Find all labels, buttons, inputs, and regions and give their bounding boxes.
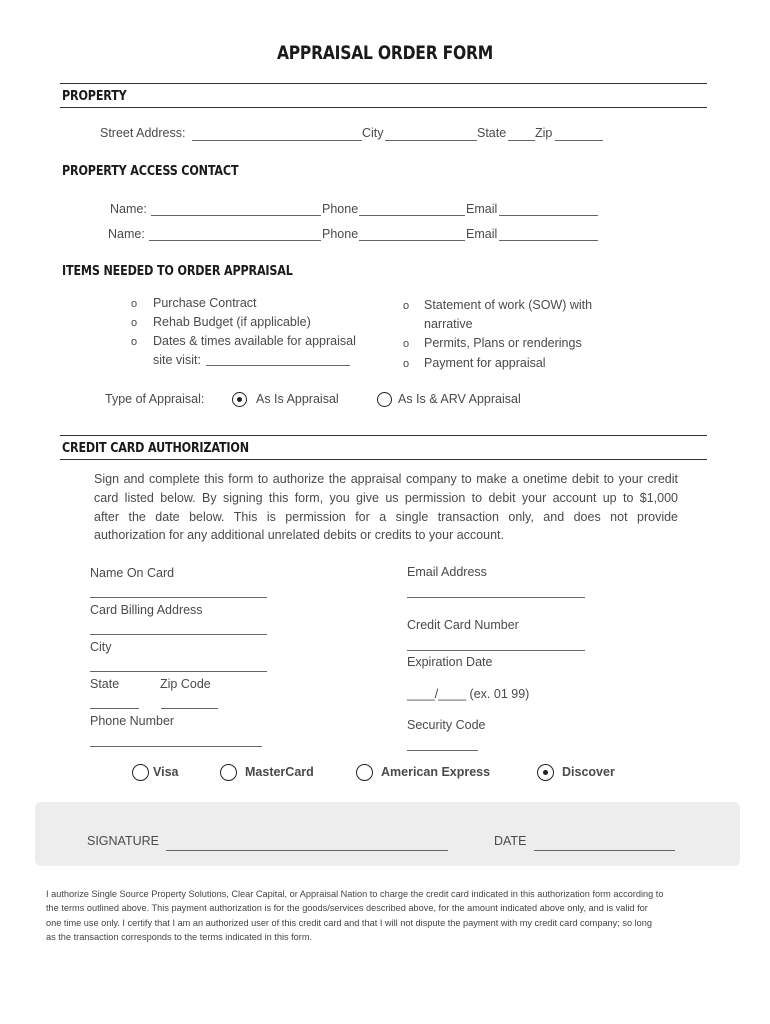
disclaimer bbox=[46, 887, 726, 944]
contact-name-label: Name: bbox=[110, 202, 147, 216]
city-field[interactable] bbox=[385, 140, 477, 141]
divider bbox=[60, 83, 707, 84]
divider bbox=[60, 435, 707, 436]
radio-mastercard[interactable] bbox=[220, 764, 237, 781]
list-item: Payment for appraisal bbox=[424, 356, 546, 370]
list-item: Permits, Plans or renderings bbox=[424, 336, 582, 350]
radio-label: Visa bbox=[153, 765, 179, 779]
name-on-card-field[interactable] bbox=[90, 597, 267, 598]
name-on-card-label: Name On Card bbox=[90, 566, 175, 580]
radio-label: American Express bbox=[381, 765, 491, 779]
contact-name-field[interactable] bbox=[149, 240, 321, 241]
disclaimer-line: I authorize Single Source Property Solutions, Clear Capital, or Appraisal Nation to charge the credit card indicated in this authorization form according to bbox=[46, 889, 664, 899]
contact-name-field[interactable] bbox=[151, 215, 321, 216]
zip-code-label: Zip Code bbox=[160, 677, 211, 691]
card-number-field[interactable] bbox=[407, 650, 585, 651]
phone-number-field[interactable] bbox=[90, 746, 262, 747]
state-label: State bbox=[477, 126, 507, 140]
expiration-date-field[interactable]: ____/____ (ex. 01 99) bbox=[407, 687, 530, 701]
list-item: Rehab Budget (if applicable) bbox=[153, 315, 311, 329]
type-of-appraisal-label: Type of Appraisal: bbox=[105, 392, 205, 406]
intro-line: after the date below. This is permission for a single transaction only, and does not provide bbox=[94, 510, 678, 524]
billing-address-field[interactable] bbox=[90, 634, 267, 635]
list-item: Statement of work (SOW) with bbox=[424, 298, 593, 312]
radio-discover[interactable] bbox=[537, 764, 554, 781]
disclaimer-line: as the transaction corresponds to the terms indicated in this form. bbox=[46, 931, 313, 942]
email-address-label: Email Address bbox=[407, 565, 487, 579]
state-field[interactable] bbox=[90, 708, 139, 709]
phone-number-label: Phone Number bbox=[90, 714, 175, 728]
intro-line: Sign and complete this form to authorize the appraisal company to make a onetime debit to your credit bbox=[94, 472, 678, 486]
radio-label: Discover bbox=[562, 765, 615, 779]
expiration-date-label: Expiration Date bbox=[407, 655, 493, 669]
disclaimer-line: one time use only. I certify that I am an authorized user of this credit card and that I will not dispute the payment with my credit card company; so long bbox=[46, 917, 652, 928]
email-address-field[interactable] bbox=[407, 597, 585, 598]
radio-label: As Is & ARV Appraisal bbox=[398, 392, 521, 406]
date-label: DATE bbox=[494, 834, 527, 848]
divider bbox=[60, 459, 707, 460]
intro-line: authorization for any additional unrelated debits or credits to your account. bbox=[94, 528, 504, 542]
list-bullet: o bbox=[131, 317, 138, 329]
zip-code-field[interactable] bbox=[161, 708, 218, 709]
state-label: State bbox=[90, 677, 120, 691]
page-title: APPRAISAL ORDER FORM bbox=[276, 42, 494, 64]
list-bullet: o bbox=[403, 358, 410, 370]
signature-field[interactable] bbox=[166, 850, 448, 851]
signature-label: SIGNATURE bbox=[87, 834, 159, 848]
radio-as-is-appraisal[interactable] bbox=[232, 392, 247, 407]
section-heading-property: PROPERTY bbox=[62, 89, 127, 104]
contact-email-field[interactable] bbox=[499, 240, 598, 241]
city-field[interactable] bbox=[90, 671, 267, 672]
contact-email-label: Email bbox=[466, 202, 498, 216]
contact-phone-label: Phone bbox=[322, 227, 359, 241]
state-field[interactable] bbox=[508, 140, 535, 141]
contact-name-label: Name: bbox=[108, 227, 145, 241]
radio-label: As Is Appraisal bbox=[256, 392, 339, 406]
contact-phone-label: Phone bbox=[322, 202, 359, 216]
list-bullet: o bbox=[403, 300, 410, 312]
section-heading-access-contact: PROPERTY ACCESS CONTACT bbox=[62, 164, 239, 179]
billing-address-label: Card Billing Address bbox=[90, 603, 203, 617]
radio-label: MasterCard bbox=[245, 765, 314, 779]
radio-american-express[interactable] bbox=[356, 764, 373, 781]
city-label: City bbox=[362, 126, 384, 140]
contact-email-field[interactable] bbox=[499, 215, 598, 216]
contact-email-label: Email bbox=[466, 227, 498, 241]
radio-as-is-arv-appraisal[interactable] bbox=[377, 392, 392, 407]
security-code-label: Security Code bbox=[407, 718, 486, 732]
section-heading-credit-card: CREDIT CARD AUTHORIZATION bbox=[62, 441, 249, 456]
street-address-field[interactable] bbox=[192, 140, 362, 141]
contact-phone-field[interactable] bbox=[359, 215, 465, 216]
date-field[interactable] bbox=[534, 850, 675, 851]
street-address-label: Street Address: bbox=[100, 126, 186, 140]
card-number-label: Credit Card Number bbox=[407, 618, 519, 632]
divider bbox=[60, 107, 707, 108]
city-label: City bbox=[90, 640, 112, 654]
list-item: Purchase Contract bbox=[153, 296, 257, 310]
list-bullet: o bbox=[131, 298, 138, 310]
radio-visa[interactable] bbox=[132, 764, 149, 781]
list-item: site visit: bbox=[153, 353, 201, 367]
section-heading-items-needed: ITEMS NEEDED TO ORDER APPRAISAL bbox=[62, 264, 293, 279]
list-bullet: o bbox=[403, 338, 410, 350]
intro-line: card listed below. By signing this form, you give us permission to debit your account up to $1,000 bbox=[94, 491, 678, 505]
zip-field[interactable] bbox=[555, 140, 603, 141]
zip-label: Zip bbox=[535, 126, 553, 140]
security-code-field[interactable] bbox=[407, 750, 478, 751]
list-item: narrative bbox=[424, 317, 473, 331]
list-item: Dates & times available for appraisal bbox=[153, 334, 356, 348]
site-visit-field[interactable] bbox=[206, 365, 350, 366]
disclaimer-line: the terms outlined above. This payment authorization is for the goods/services described above, for the amount indicated above only, and is valid for bbox=[46, 903, 648, 914]
list-bullet: o bbox=[131, 336, 138, 348]
contact-phone-field[interactable] bbox=[359, 240, 465, 241]
